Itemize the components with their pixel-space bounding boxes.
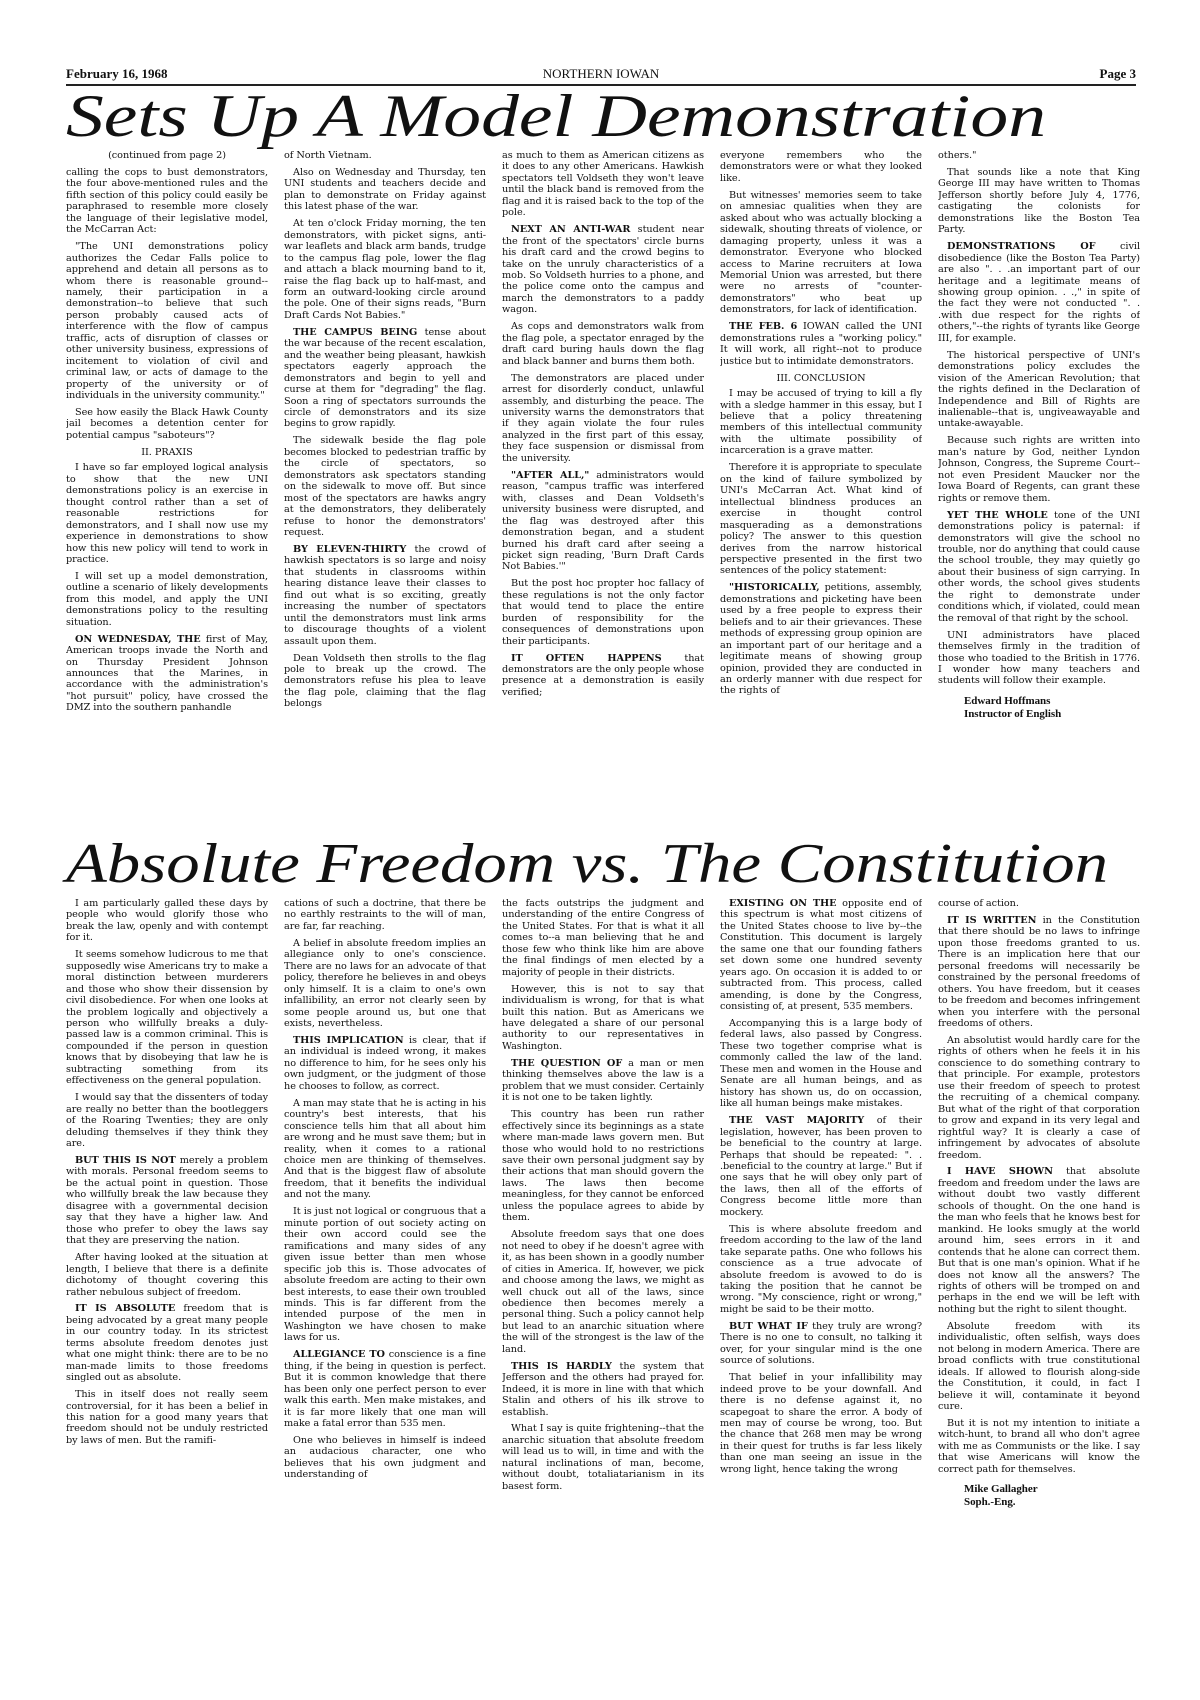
text-column <box>66 898 268 1693</box>
issue-date: February 16, 1968 <box>66 66 168 81</box>
paragraph-text: petitions, assembly, demonstrations and picketing have been used by a free people to express their beliefs and to air their grievances. These methods of expressing group opinion are an important part of our heritage and a legitimate means of showing group opinion, provided they are conducted in an orderly manner with due respect for the rights of <box>720 582 922 697</box>
text-column <box>502 898 704 1693</box>
paragraph <box>284 898 486 932</box>
paragraph-text: The demonstrators are placed under arrest for disorderly conduct, unlawful assembly, and disturbing the peace. The university warns the demonstrators that if they again violate the four rules analyzed in the first part of this essay, they face suspension or dismissal from the university. <box>502 372 704 464</box>
paragraph <box>938 435 1140 504</box>
text-column <box>284 898 486 1693</box>
paragraph <box>720 462 922 577</box>
paragraph <box>720 1321 922 1367</box>
paragraph <box>720 1372 922 1475</box>
paragraph <box>720 898 922 1013</box>
paragraph <box>938 510 1140 625</box>
paragraph <box>502 653 704 699</box>
article-body-model-demonstration <box>66 150 1138 830</box>
paragraph-text: course of action. <box>938 898 1019 909</box>
paragraph <box>720 1018 922 1110</box>
paragraph <box>502 224 704 316</box>
paragraph-text: the crowd of hawkish spectators is so large and noisy that students in classrooms within hearing distance leave their classes to find out what is so exciting, greatly increasing the number of spectators until the demonstrators must link arms to discourage thoughts of a violent assault upon them. <box>284 544 486 647</box>
paragraph-text: II. PRAXIS <box>141 446 193 458</box>
paragraph-text: But the post hoc propter hoc fallacy of these regulations is not the only factor that would tend to place the entire burden of responsibility for the consequences of demonstrations upon their participants. <box>502 578 704 647</box>
paragraph-text: first of May, American troops invade the North and on Thursday President Johnson announces that the Marines, in accordance with the administration's "hot pursuit" policy, have crossed the DMZ into the southern panhandle <box>66 633 268 714</box>
article-headline-absolute-freedom: Absolute Freedom vs. The Constitution <box>66 833 1108 895</box>
article-headline-model-demonstration: Sets Up A Model Demonstration <box>66 83 1046 149</box>
paragraph-lead-in: BUT THIS IS NOT <box>75 1155 176 1167</box>
paragraph <box>284 1435 486 1481</box>
paragraph <box>502 1361 704 1418</box>
paragraph <box>66 407 268 441</box>
paragraph-text: tone of the UNI demonstrations policy is paternal: if demonstrators will give the school no trouble, nor do anything that could cause the school trouble, they may quietly go about their business of sign carrying. In other words, the school gives students the right to demonstrate under conditions which, if violated, could mean the removal of that right by the school. <box>938 509 1140 624</box>
paragraph-text: merely a problem with morals. Personal freedom seems to be the actual point in question. Those who willfully break the law because they disagree with a governmental decision say that they have a higher law. And those who prefer to obey the laws say that they are preserving the nation. <box>66 1155 268 1247</box>
paragraph-text: tense about the war because of the recent escalation, and the weather being pleasant, hawkish spectators eagerly approach the demonstrators and begin to yell and curse at them for "degrading" the flag. Soon a ring of spectators surrounds the circle of demonstrators and its size begins to grow rapidly. <box>284 326 486 430</box>
paragraph-text: Therefore it is appropriate to speculate on the kind of failure symbolized by UNI's McCarran Act. What kind of intellectual blindness produces an exercise in thought control masquerading as a demonstrations policy? The answer to this question derives from the narrow historical perspective presented in the first two sentences of the policy statement: <box>720 462 922 577</box>
paragraph <box>284 435 486 538</box>
paragraph-lead-in: I HAVE SHOWN <box>947 1166 1053 1178</box>
paragraph <box>284 544 486 647</box>
paragraph-text: calling the cops to bust demonstrators, the four above-mentioned rules and the fifth section of this policy could easily be paraphrased to resemble more closely the language of their legislative model, the McCarran Act: <box>66 166 268 236</box>
paragraph-text: they truly are wrong? There is no one to consult, no talking it over, for your singular mind is the one source of solutions. <box>720 1320 922 1367</box>
paragraph <box>66 1389 268 1446</box>
paragraph <box>284 150 486 161</box>
paragraph-text: administrators would reason, "campus traffic was interfered with, classes and Dean Voldseth's university business were disrupted, and the flag was destroyed after this demonstration began, and a student burned his draft card after seeing a picket sign reading, 'Burn Draft Cards Not Babies.'" <box>502 469 704 573</box>
paragraph <box>502 321 704 367</box>
paragraph-text: Absolute freedom with its individualistic, often selfish, ways does not belong in modern America. There are broad conflicts with true constitutional ideals. If allowed to flourish along-side the Constitution, it could, in fact I believe it will, contaminate it beyond cure. <box>938 1320 1140 1413</box>
paragraph <box>502 984 704 1053</box>
paragraph <box>66 949 268 1086</box>
paragraph <box>502 470 704 573</box>
paragraph-text: But witnesses' memories seem to take on amnesiac qualities when they are asked about who was actually blocking a sidewalk, shouting threats of violence, or damaging property, unless it was a demonstrator. Everyone who blocked access to Marine recruiters at Iowa Memorial Union was arrested, but there were no arrests of "counter-demonstrators" who beat up demonstrators, for lack of identification. <box>720 189 922 316</box>
paragraph <box>502 1058 704 1104</box>
paragraph-text: See how easily the Black Hawk County jail becomes a detention center for potential campus "saboteurs"? <box>66 407 268 441</box>
paragraph <box>66 898 268 944</box>
paragraph-lead-in: IT IS WRITTEN <box>947 914 1037 926</box>
paragraph-text: I will set up a model demonstration, outline a scenario of likely developments from this model, and apply the UNI demonstrations policy to the resulting situation. <box>66 570 268 628</box>
paragraph-text: That sounds like a note that King George III may have written to Thomas Jefferson shortly before July 4, 1776, castigating the colonists for demonstrations like the Boston Tea Party. <box>938 166 1140 236</box>
paragraph-lead-in: IT OFTEN HAPPENS <box>511 652 662 664</box>
paragraph-text: UNI administrators have placed themselves firmly in the tradition of those who toadied to the British in 1776. I wonder how many teachers and students will follow their example. <box>938 629 1140 687</box>
paragraph-text: opposite end of this spectrum is what most citizens of the United States choose to live by--the Constitution. This document is largely the same one that our founding fathers set down some one hundred seventy years ago. On occasion it is added to or subtracted from. This process, called amending, is done by the Congress, consisting of, at present, 535 members. <box>720 898 922 1013</box>
paragraph <box>66 167 268 236</box>
author-signature <box>964 695 1140 721</box>
paragraph <box>938 898 1140 909</box>
paragraph <box>66 1092 268 1149</box>
paragraph <box>502 373 704 465</box>
paragraph-text: I am particularly galled these days by people who would glorify those who break the law, openly and with contempt for it. <box>66 898 268 944</box>
paragraph <box>938 167 1140 236</box>
page-number: Page 3 <box>1099 66 1136 81</box>
paragraph-text: in the Constitution that there should be no laws to infringe upon those freedoms granted to us. There is an implication here that our personal freedoms will necessarily be constrained by the personal freedoms of others. You have freedom, but it ceases to be freedom and becomes infringement when you interfere with the personal freedoms of others. <box>938 914 1140 1030</box>
paragraph-lead-in: ALLEGIANCE TO <box>293 1349 385 1361</box>
paragraph <box>284 1035 486 1092</box>
paragraph <box>720 190 922 316</box>
paragraph-text: a man or men thinking themselves above the law is a problem that we must consider. Certainly it is not one to be taken lightly. <box>502 1057 704 1104</box>
paragraph <box>720 1224 922 1316</box>
paragraph-text: IOWAN called the UNI demonstrations rules a "working policy." It will work, all right--not to produce justice but to intimidate demonstrators. <box>720 321 922 367</box>
paragraph-text: After having looked at the situation at length, I believe that there is a definite dichotomy of thought covering this rather nebulous subject of freedom. <box>66 1252 268 1298</box>
text-column <box>938 898 1140 1693</box>
paragraph-text: That belief in your infallibility may indeed prove to be your downfall. And there is no defense against it, no scapegoat to share the error. A body of men may of course be wrong, too. But the chance that 268 men may be wrong in their quest for truths is far less likely than one man seeing an issue in the wrong light, hence taking the wrong <box>720 1372 922 1475</box>
paragraph <box>502 1229 704 1355</box>
paragraph-lead-in: THE FEB. 6 <box>729 321 798 333</box>
paragraph-text: This country has been run rather effectively since its beginnings as a state where man-made laws govern men. But those who would hold to no restrictions save their own personal judgment say by their actions that man should govern the laws. The laws then become meaningless, for they cannot be enforced unless the populace agrees to abide by them. <box>502 1109 704 1224</box>
paragraph-lead-in: ON WEDNESDAY, THE <box>75 633 201 645</box>
paragraph-text: the system that Jefferson and the others had prayed for. Indeed, it is more in line with that which Stalin and others of his ilk strove to establish. <box>502 1360 704 1418</box>
paragraph-text: It seems somehow ludicrous to me that supposedly wise Americans try to make a moral distinction between murderers and those who show their dissension by civil disobedience. For when one looks at the problem logically and objectively a person who willfully breaks a duly-passed law is a common criminal. This is compounded if the person in question knows that by disobeying that law he is subtracting something from its effectiveness on the general population. <box>66 949 268 1087</box>
paragraph-lead-in: "HISTORICALLY, <box>729 582 820 594</box>
author-title: Instructor of English <box>964 707 1062 720</box>
paragraph <box>502 1109 704 1224</box>
paragraph <box>502 150 704 219</box>
paragraph <box>66 634 268 714</box>
paragraph <box>938 630 1140 687</box>
paragraph-text: is clear, that if an individual is indeed wrong, it makes no difference to him, for he sees only his own judgment, or the judgment of those he chooses to follow, as correct. <box>284 1034 486 1092</box>
paragraph-text: of their legislation, however, has been proven to be beneficial to the country at large. Perhaps that should be repeated: ". . .beneficial to the country at large." But if one says that he will obey only part of the laws, then all of the efforts of Congress become little more than mockery. <box>720 1115 922 1218</box>
paragraph-text: Dean Voldseth then strolls to the flag pole to break up the crowd. The demonstrators refuse his plea to leave the flag pole, claiming that the flag belongs <box>284 652 486 710</box>
paragraph-text: student near the front of the spectators' circle burns his draft card and the crowd begins to take on the unruly characteristics of a mob. So Voldseth hurries to a phone, and the police come onto the campus and march the demonstrators to a paddy wagon. <box>502 224 704 316</box>
paragraph-text: A man may state that he is acting in his country's best interests, that his conscience tells him that all about him are wrong and he must save them; but in reality, when it comes to a rational choice men are thinking of themselves. And that is the biggest flaw of absolute freedom, that it benefits the individual and not the many. <box>284 1097 486 1201</box>
paragraph <box>938 350 1140 430</box>
paragraph <box>938 1418 1140 1475</box>
paragraph-lead-in: EXISTING ON THE <box>729 898 837 909</box>
paragraph-text: One who believes in himself is indeed an audacious character, one who believes that his own judgment and understanding of <box>284 1434 486 1481</box>
paragraph <box>66 1303 268 1383</box>
paragraph-lead-in: IT IS ABSOLUTE <box>75 1303 176 1315</box>
paragraph-text: (continued from page 2) <box>108 150 226 161</box>
paragraph <box>284 327 486 430</box>
paragraph <box>938 915 1140 1030</box>
paragraph <box>502 578 704 647</box>
paragraph <box>938 1321 1140 1413</box>
paragraph-lead-in: NEXT AN ANTI-WAR <box>511 224 631 236</box>
paragraph <box>284 218 486 321</box>
paragraph <box>66 571 268 628</box>
paragraph-text: Absolute freedom says that one does not need to obey if he doesn't agree with it, as has been shown in a goodly number of cities in America. If, however, we pick and choose among the laws, we might as well chuck out all of the laws, since obedience then becomes merely a personal thing. Such a policy cannot help but lead to an anarchic situation where the will of the strongest is the law of the land. <box>502 1229 704 1355</box>
paragraph <box>66 150 268 161</box>
paragraph <box>284 653 486 710</box>
paragraph-text: At ten o'clock Friday morning, the ten demonstrators, with picket signs, anti-war leaflets and black arm bands, trudge to the campus flag pole, lower the flag and attach a black mourning band to it, raise the flag back up to half-mast, and form an outward-looking circle around the pole. One of their signs reads, "Burn Draft Cards Not Babies." <box>284 218 486 321</box>
author-signature <box>964 1483 1140 1509</box>
paragraph <box>938 241 1140 344</box>
paragraph <box>284 167 486 213</box>
paragraph-text: the facts outstrips the judgment and understanding of the entire Congress of the United States. For that is what it all comes to--a man believing that he and those few who think like him are above the final findings of men elected by a majority of people in their districts. <box>502 898 704 978</box>
paragraph-text: The sidewalk beside the flag pole becomes blocked to pedestrian traffic by the circle of spectators, so demonstrators ask spectators standing on the sidewalk to move off. But since most of the spectators are hawks angry at the demonstrators, they deliberately refuse to honor the demonstrators' request. <box>284 435 486 539</box>
paragraph-lead-in: BY ELEVEN-THIRTY <box>293 544 407 555</box>
paragraph-lead-in: "AFTER ALL," <box>511 469 590 481</box>
paragraph-text: Also on Wednesday and Thursday, ten UNI students and teachers decide and plan to demonstrate on Friday against this latest phase of the war. <box>284 166 486 213</box>
paragraph-lead-in: THIS IMPLICATION <box>293 1034 404 1046</box>
paragraph-lead-in: THE VAST MAJORITY <box>729 1115 865 1127</box>
text-column <box>938 150 1140 830</box>
text-column <box>720 150 922 830</box>
text-column <box>284 150 486 830</box>
paragraph-text: of North Vietnam. <box>284 150 372 161</box>
paragraph-text: freedom that is being advocated by a great many people in our country today. In its strictest terms absolute freedom denotes just what one might think: there are to be no man-made limits to those freedoms singled out as absolute. <box>66 1303 268 1384</box>
author-name: Edward Hoffmans <box>964 694 1051 707</box>
paragraph-text: everyone remembers who the demonstrators were or what they looked like. <box>720 150 922 184</box>
paragraph <box>938 1166 1140 1315</box>
paper-name: NORTHERN IOWAN <box>542 66 660 81</box>
paragraph-text: III. CONCLUSION <box>776 372 866 384</box>
paragraph <box>720 150 922 184</box>
paragraph <box>284 1206 486 1343</box>
paragraph <box>66 462 268 565</box>
paragraph-lead-in: THE QUESTION OF <box>511 1057 623 1069</box>
paragraph <box>720 388 922 457</box>
paragraph <box>284 938 486 1030</box>
paragraph-text: As cops and demonstrators walk from the flag pole, a spectator enraged by the draft card buring hauls down the flag and black banner and burns them both. <box>502 321 704 367</box>
paragraph-lead-in: YET THE WHOLE <box>947 509 1048 521</box>
paragraph-text: others." <box>938 150 977 161</box>
paragraph-lead-in: THE CAMPUS BEING <box>293 326 418 338</box>
paragraph <box>284 1098 486 1201</box>
paragraph-text: I would say that the dissenters of today are really no better than the bootleggers of the Roaring Twenties; they are only deluding themselves if they think they are. <box>66 1092 268 1150</box>
paragraph <box>720 582 922 697</box>
paragraph <box>502 898 704 978</box>
paragraph-text: An absolutist would hardly care for the rights of others when he feels it in his conscience to do something contrary to that principle. For example, protestors use their freedom of speech to protest the recruiting of a chemical company. But what of the right of that corporation to grow and expand in its very legal and rightful way? It is clearly a case of infringement by advocates of absolute freedom. <box>938 1034 1140 1161</box>
text-column <box>66 150 268 830</box>
paragraph-text: A belief in absolute freedom implies an allegiance only to one's conscience. There are no laws for an advocate of that policy, therefore he believes in and obeys only himself. It is a claim to one's own infallibility, an error not clearly seen by some people around us, but one that exists, nevertheless. <box>284 937 486 1030</box>
paragraph-text: cations of such a doctrine, that there be no earthly restraints to the will of man, are far, far reaching. <box>284 898 486 932</box>
paragraph-text: I have so far employed logical analysis to show that the new UNI demonstrations policy is an exercise in thought control rather than a set of reasonable restrictions for demonstrators, and I shall now use my experience in demonstrations to show how this new policy will tend to work in practice. <box>66 462 268 565</box>
paragraph-lead-in: BUT WHAT IF <box>729 1320 808 1332</box>
paragraph-lead-in: THIS IS HARDLY <box>511 1360 612 1372</box>
paragraph-lead-in: DEMONSTRATIONS OF <box>947 241 1096 253</box>
author-name: Mike Gallagher <box>964 1483 1038 1496</box>
paragraph <box>502 1423 704 1492</box>
paragraph-text: This is where absolute freedom and freedom according to the law of the land take separate paths. One who follows his conscience as a true advocate of absolute freedom is avowed to do is taking the position that he cannot be wrong. "My conscience, right or wrong," might be said to be their motto. <box>720 1223 922 1315</box>
author-title: Soph.-Eng. <box>964 1496 1016 1509</box>
paragraph-text: This in itself does not really seem controversial, for it has been a belief in this nation for a good many years that freedom should not be unduly restricted by laws of men. But the ramifi- <box>66 1389 268 1446</box>
paragraph-text: Because such rights are written into man's nature by God, neither Lyndon Johnson, Congress, the Supreme Court--not even President Maucker nor the Iowa Board of Regents, can grant these rights or remove them. <box>938 435 1140 504</box>
paragraph <box>720 321 922 367</box>
paragraph <box>720 1115 922 1218</box>
paragraph-text: It is just not logical or congruous that a minute portion of out society acting on their own accord could see the ramifications and many sides of any given issue better than men whose specific job this is. Those advocates of absolute freedom are acting to their own best interests, to ease their own troubled minds. This is far different from the intended purpose of the men in Washington we have chosen to make laws for us. <box>284 1206 486 1344</box>
article-body-absolute-freedom <box>66 898 1138 1693</box>
text-column <box>502 150 704 830</box>
paragraph-text: "The UNI demonstrations policy authorizes the Cedar Falls police to apprehend and detain all persons as to whom there is reasonable ground--namely, their participation in a demonstration--to believe that such person probably caused acts of interference with the flow of campus traffic, acts of disruption of classes or other university business, expressions of incitement to violation of civil and criminal law, or acts of damage to the property of the university or of individuals in the university community." <box>66 241 268 402</box>
paragraph <box>938 1035 1140 1161</box>
section-heading <box>720 373 922 384</box>
paragraph-text: The historical perspective of UNI's demonstrations policy excludes the vision of the American Revolution; that the rights defined in the Declaration of Independence and Bill of Rights are inalienable--that is, ungiveawayable and untake-awayable. <box>938 349 1140 430</box>
paragraph-text: that absolute freedom and freedom under the laws are without doubt two vastly different schools of thought. On the one hand is the man who feels that he knows best for mankind. He looks smugly at the world around him, sees errors in it and contends that he alone can correct them. But that is one man's opinion. What if he does not know all the answers? The rights of others will be tromped on and perhaps in the end we will be left with nothing but the right to silent thought. <box>938 1166 1140 1315</box>
paragraph-text: civil disobedience (like the Boston Tea Party) are also ". . .an important part of our heritage and a legitimate means of showing group opinion. . .," in spite of the fact they were not conducted ". . .with due respect for the rights of others,"--the rights of tyrants like George III, for example. <box>938 241 1140 344</box>
section-heading <box>66 447 268 458</box>
paragraph-text: What I say is quite frightening--that the anarchic situation that absolute freedom will lead us to will, in time and with the natural inclinations of man, become, without doubt, totaliatarianism in its basest form. <box>502 1423 704 1492</box>
paragraph <box>284 1349 486 1429</box>
paragraph <box>66 241 268 401</box>
paragraph-text: However, this is not to say that individualism is wrong, for that is what built this nation. But as Americans we have delegated a share of our personal authority to our representatives in Washington. <box>502 983 704 1052</box>
paragraph-text: conscience is a fine thing, if the being in question is perfect. But it is common knowledge that there has been only one perfect person to ever walk this earth. Men make mistakes, and it is far more likely that one man will make a fatal error than 535 men. <box>284 1349 486 1429</box>
paragraph-text: But it is not my intention to initiate a witch-hunt, to brand all who don't agree with me as Communists or the like. I say that wise Americans will know the correct path for themselves. <box>938 1417 1140 1475</box>
paragraph <box>938 150 1140 161</box>
paragraph-text: I may be accused of trying to kill a fly with a sledge hammer in this essay, but I believe that a policy threatening members of this intellectual community with the ultimate possibility of incarceration is a grave matter. <box>720 388 922 457</box>
text-column <box>720 898 922 1693</box>
paragraph-text: as much to them as American citizens as it does to any other Americans. Hawkish spectators tell Voldseth they won't leave until the black band is removed from the flag and it is raised back to the top of the pole. <box>502 150 704 219</box>
paragraph-text: Accompanying this is a large body of federal laws, also passed by Congress. These two together comprise what is commonly called the law of the land. These men and women in the House and Senate are all human beings, and as history has shown us, do on occassion, like all human beings make mistakes. <box>720 1018 922 1110</box>
paragraph-text: that demonstrators are the only people whose presence at a demonstration is easily verified; <box>502 652 704 698</box>
paragraph <box>66 1155 268 1247</box>
paragraph <box>66 1252 268 1298</box>
